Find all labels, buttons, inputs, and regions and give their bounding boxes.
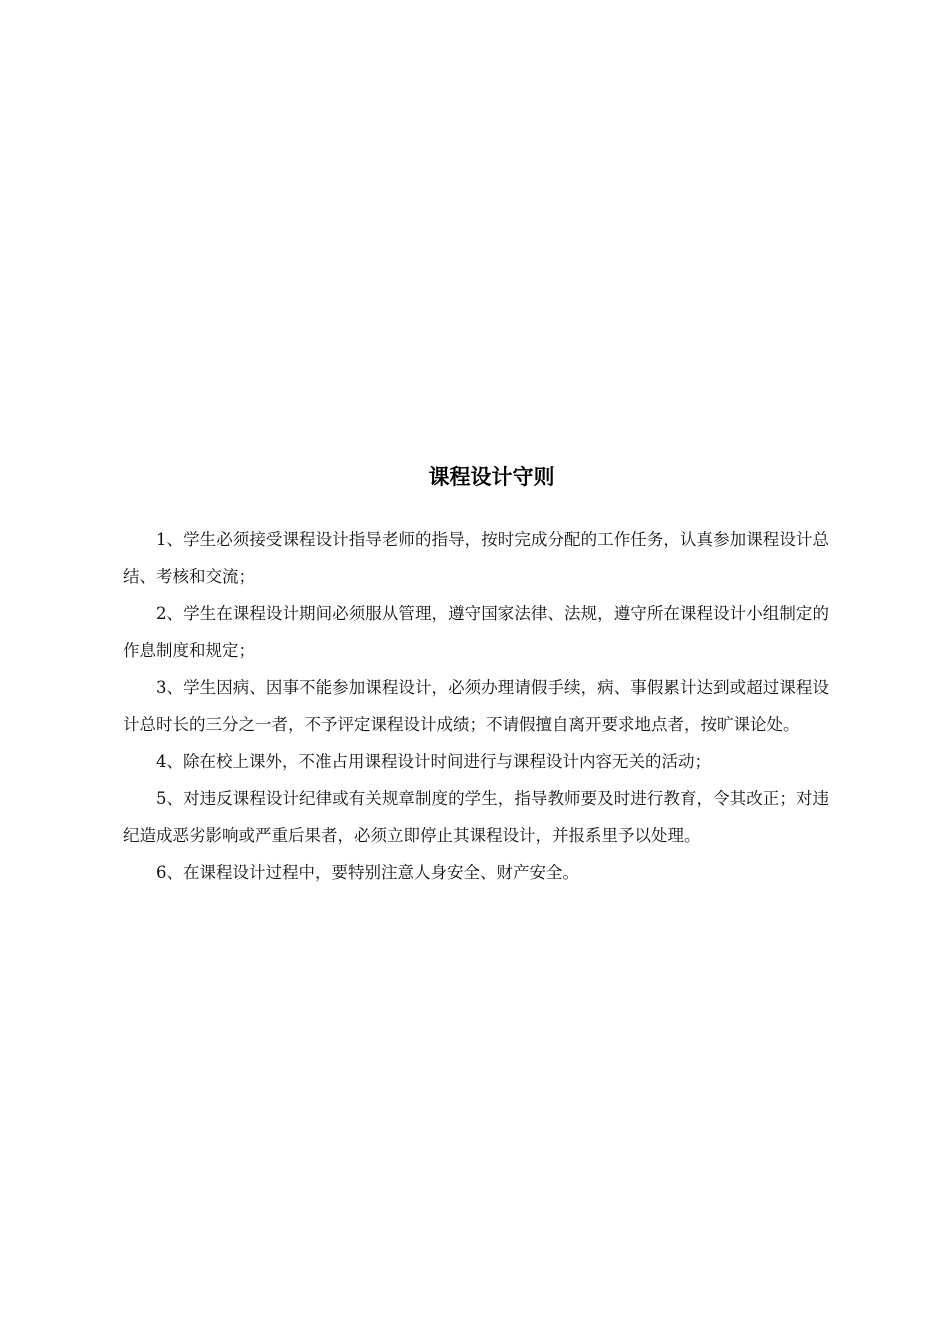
document-title: 课程设计守则 (428, 465, 555, 489)
rule-item-4: 4、除在校上课外，不准占用课程设计时间进行与课程设计内容无关的活动； (156, 752, 711, 771)
rule-item-1: 1、学生必须接受课程设计指导老师的指导，按时完成分配的工作任务，认真参加课程设计总结、考核和交流； (123, 530, 829, 586)
rules-list (123, 521, 829, 891)
rule-item-5: 5、对违反课程设计纪律或有关规章制度的学生，指导教师要及时进行教育，令其改正；对违纪造成恶劣影响或严重后果者，必须立即停止其课程设计，并报系里予以处理。 (123, 789, 829, 845)
rule-item-3: 3、学生因病、因事不能参加课程设计，必须办理请假手续，病、事假累计达到或超过课程设计总时长的三分之一者，不予评定课程设计成绩；不请假擅自离开要求地点者，按旷课论处。 (123, 678, 829, 734)
rule-item-6: 6、在课程设计过程中，要特别注意人身安全、财产安全。 (156, 863, 579, 882)
rule-item-2: 2、学生在课程设计期间必须服从管理，遵守国家法律、法规，遵守所在课程设计小组制定的作息制度和规定； (123, 604, 829, 660)
